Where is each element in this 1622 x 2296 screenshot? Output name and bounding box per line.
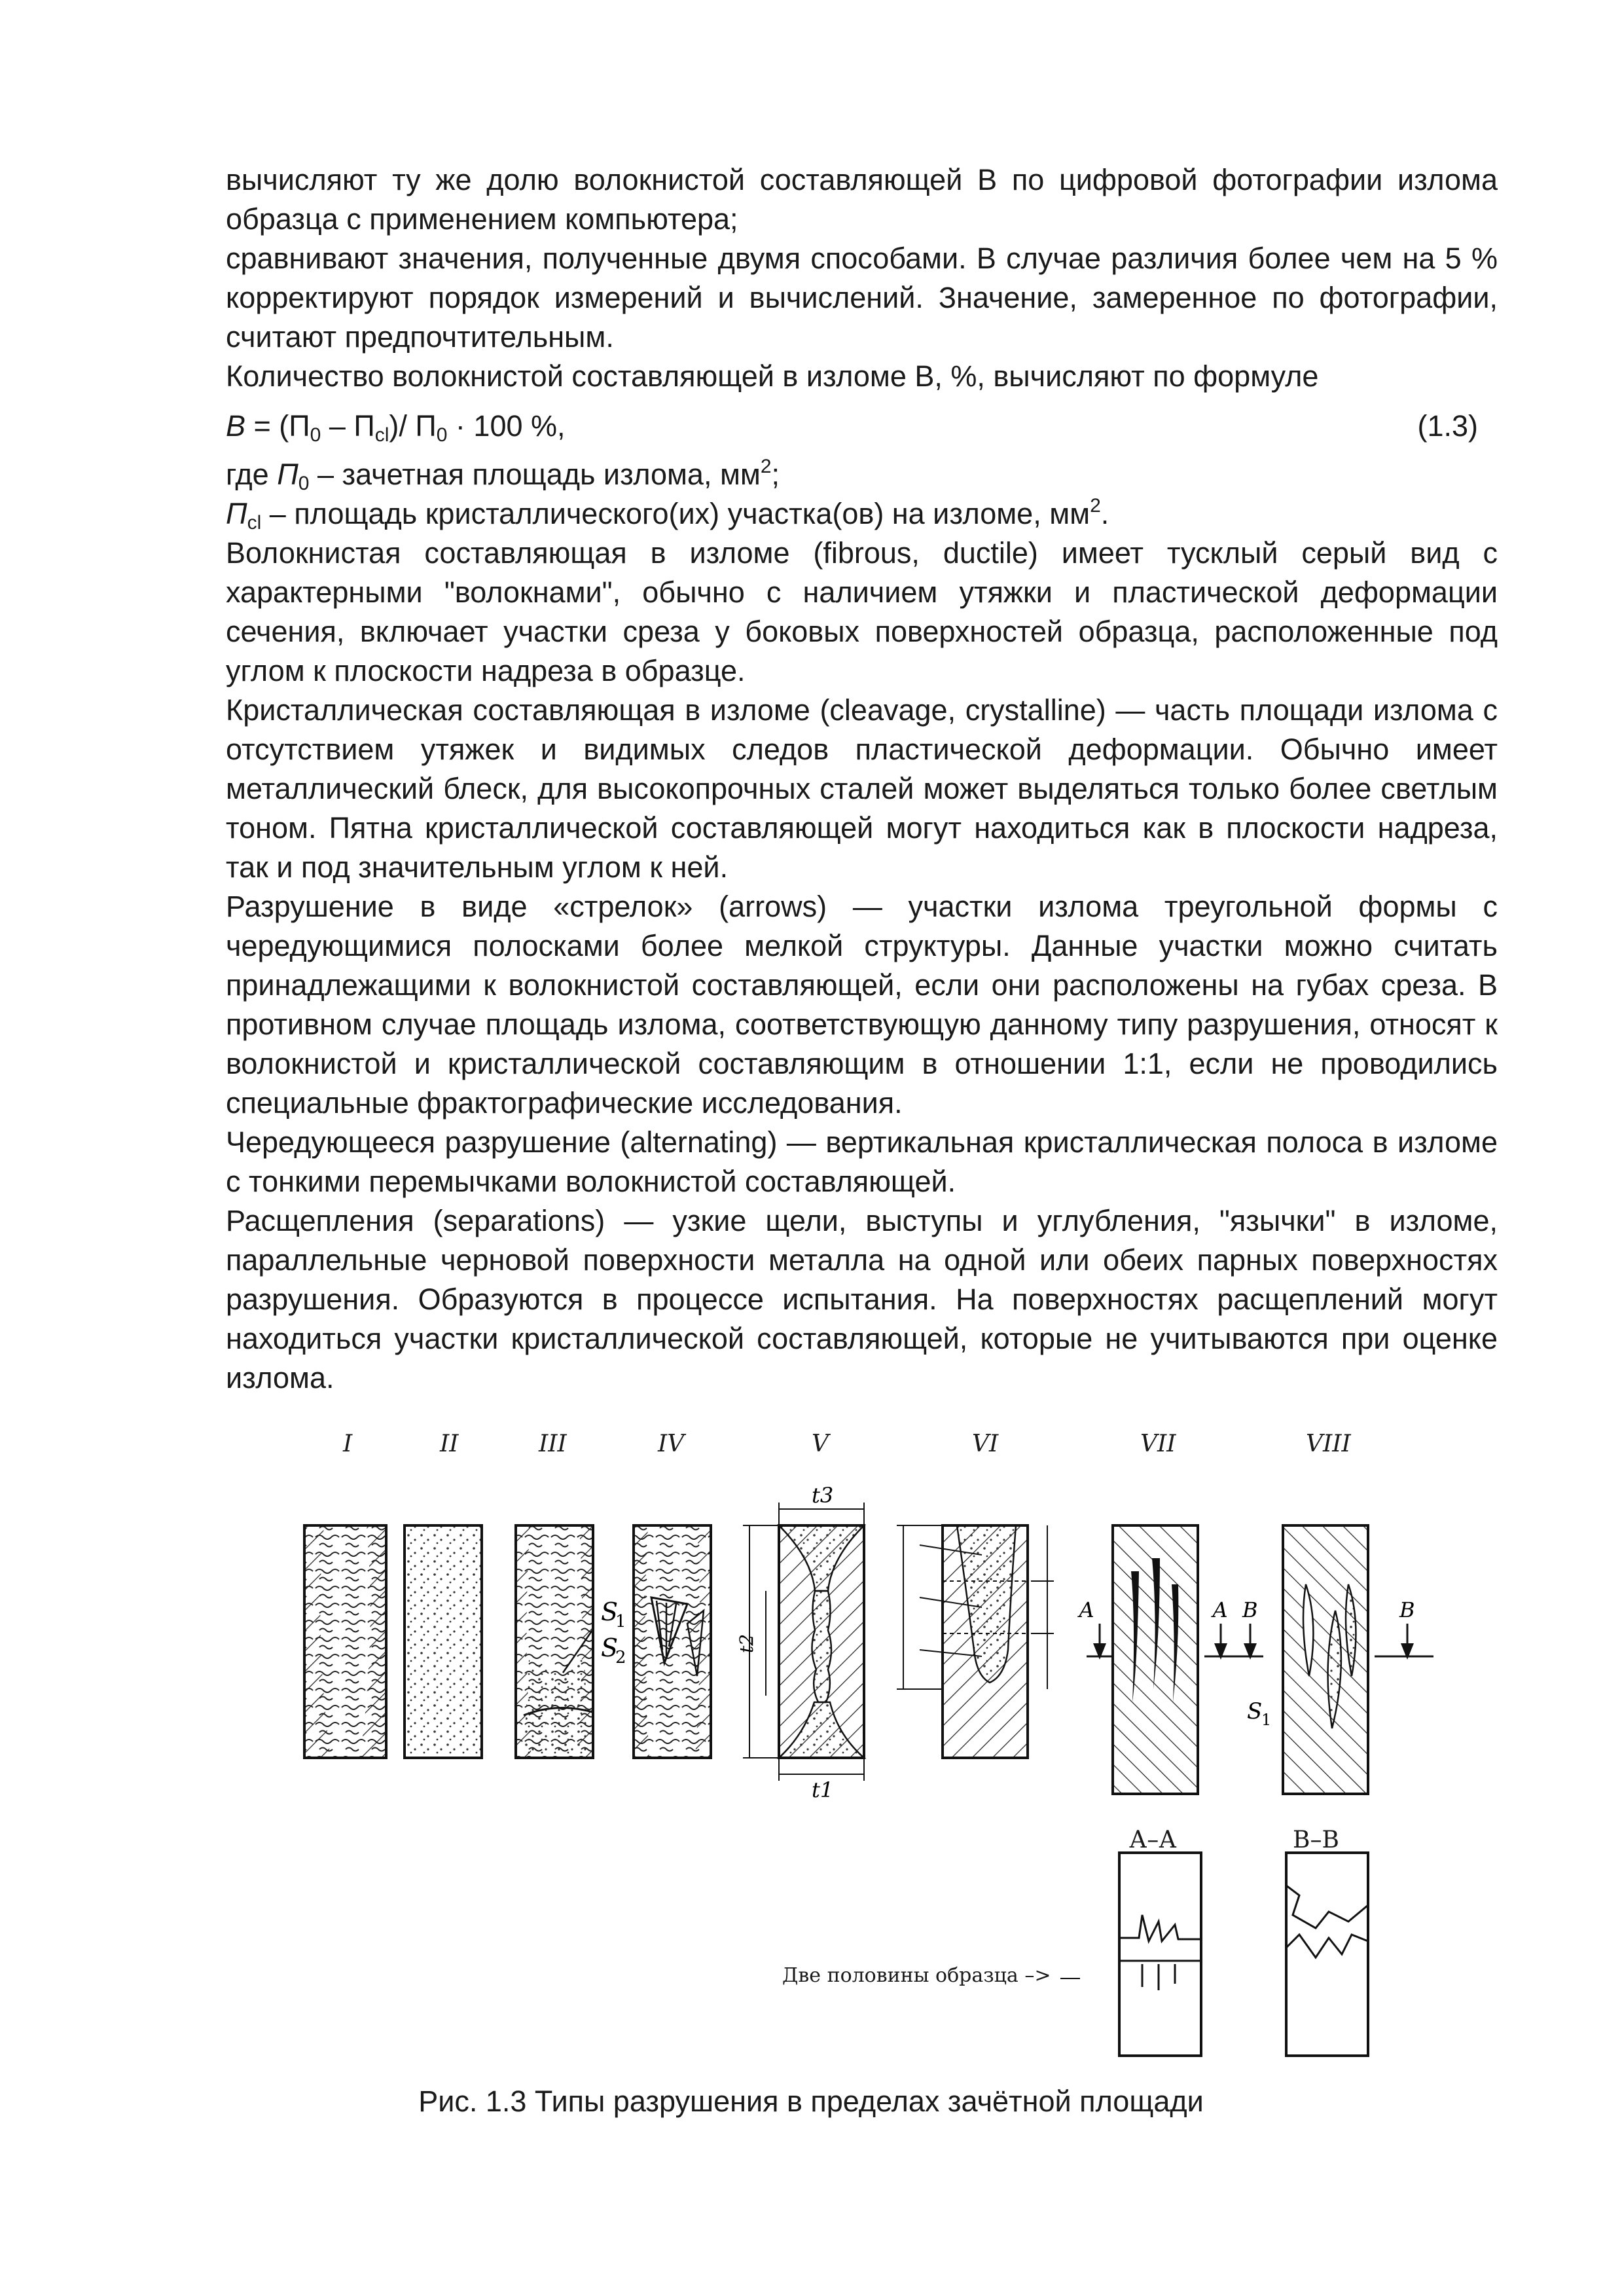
label-type-2: II — [440, 1430, 459, 1457]
arrow-label-b2: В — [1399, 1597, 1415, 1622]
label-s2-sub: 2 — [615, 1648, 626, 1667]
paragraph-alternating: Чередующееся разрушение (alternating) — вертикальная кристаллическая полоса в изломе с тонкими перемычками волокнистой составляющей. — [226, 1125, 1498, 1198]
label-t2: t2 — [736, 1633, 757, 1653]
paragraph-1: вычисляют ту же долю волокнистой составляющей В по цифровой фотографии излома образца с применением компьютера; — [226, 163, 1498, 236]
paragraph-3: Количество волокнистой составляющей в изломе В, %, вычисляют по формуле — [226, 359, 1319, 393]
section-label-aa: А–А — [1129, 1827, 1177, 1853]
specimen-halves-note: Две половины образца –> — [782, 1964, 1051, 1987]
specimen-type-2 — [405, 1525, 482, 1758]
label-type-6: VI — [972, 1430, 999, 1457]
label-s1: S — [601, 1597, 619, 1626]
arrow-label-b1: В — [1242, 1597, 1258, 1622]
specimen-type-4 — [634, 1525, 711, 1758]
label-s1-viii-sub: 1 — [1261, 1711, 1272, 1729]
label-s2: S — [601, 1633, 619, 1662]
formula-number: (1.3) — [1417, 409, 1478, 443]
definition-p0: где $П_0$ – зачетная площадь излома, $мм^2$; — [226, 456, 780, 494]
paragraph-fibrous: Волокнистая составляющая в изломе (fibrous, ductile) имеет тусклый серый вид с характерными "волокнами", обычно с наличием утяжки и пластической деформации сечения, включает участки среза у боковых поверхностей образца, расположенные под углом к плоскости надреза в образце. — [226, 536, 1498, 687]
specimen-type-1 — [304, 1525, 386, 1758]
arrow-label-a1: А — [1079, 1597, 1095, 1622]
label-type-8: VIII — [1306, 1430, 1351, 1457]
paragraph-arrows: Разрушение в виде «стрелок» (arrows) — участки излома треугольной формы с чередующимися полосками более мелкой структуры. Данные участки можно считать принадлежащими к волокнистой составляющей, если они расположены на губах среза. В противном случае площадь излома, соответствующую данному типу разрушения, относят к волокнистой и кристаллической составляющим в отношении 1:1, если не проводились специальные фрактографические исследования. — [226, 890, 1498, 1120]
label-type-5: V — [812, 1430, 829, 1457]
specimen-type-7 — [1113, 1525, 1198, 1794]
figure-caption: Рис. 1.3 Типы разрушения в пределах зачётной площади — [418, 2085, 1204, 2118]
specimen-type-5 — [743, 1503, 864, 1781]
label-s1-viii: S — [1247, 1698, 1263, 1724]
specimen-type-3 — [516, 1525, 593, 1758]
label-s1-sub: 1 — [615, 1612, 626, 1631]
label-t1: t1 — [812, 1777, 834, 1802]
label-t3: t3 — [812, 1483, 834, 1508]
paragraph-separations: Расщепления (separations) — узкие щели, выступы и углубления, "язычки" в изломе, параллельные черновой поверхности металла на одной или обеих парных поверхностях разрушения. Образуются в процессе испытания. На поверхностях расщеплений могут находиться участки кристаллической составляющей, которые не учитываются при оценке излома. — [226, 1204, 1498, 1394]
paragraph-2: сравнивают значения, полученные двумя способами. В случае различия более чем на 5 % корректируют порядок измерений и вычислений. Значение, замеренное по фотографии, считают предпочтительным. — [226, 242, 1498, 354]
section-view-bb — [1286, 1853, 1368, 2056]
specimen-type-8 — [1283, 1525, 1368, 1794]
label-type-1: I — [343, 1430, 353, 1457]
formula-expression: $В = (П_0 - П_{cl})/$ $П_0 \cdot 100$ %, — [226, 409, 566, 446]
specimen-type-6 — [897, 1525, 1054, 1758]
arrow-label-a2: А — [1212, 1597, 1229, 1622]
label-type-3: III — [539, 1430, 567, 1457]
label-type-7: VII — [1140, 1430, 1176, 1457]
section-label-bb: В–В — [1293, 1827, 1339, 1853]
definition-pcl: $П_{cl}$ – площадь кристаллического(их) участка(ов) на изломе, $мм^2$. — [226, 495, 1109, 534]
section-view-aa — [1119, 1853, 1201, 2056]
paragraph-crystalline: Кристаллическая составляющая в изломе (cleavage, crystalline) — часть площади излома с отсутствием утяжек и видимых следов пластической деформации. Обычно имеет металлический блеск, для высокопрочных сталей может выделяться только более светлым тоном. Пятна кристаллической составляющей могут находиться как в плоскости надреза, так и под значительным углом к ней. — [226, 693, 1498, 884]
label-type-4: IV — [658, 1430, 685, 1457]
